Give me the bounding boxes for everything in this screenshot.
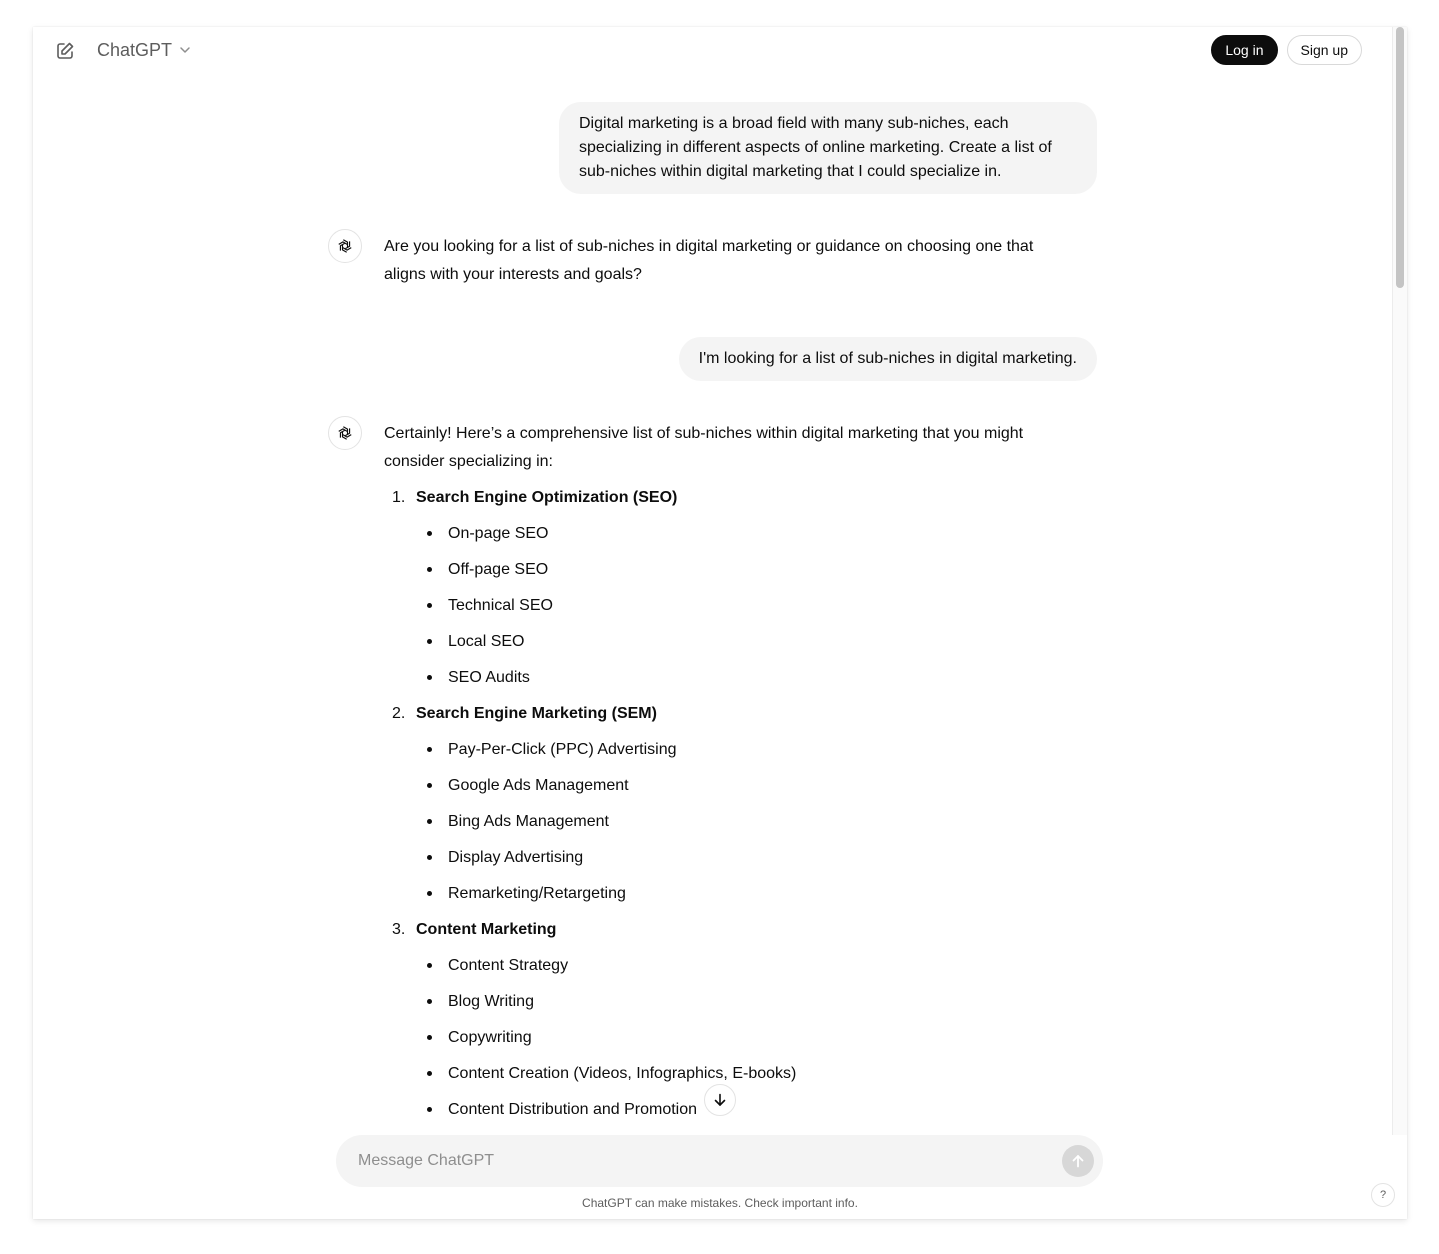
model-selector[interactable] <box>97 37 192 63</box>
scrollbar[interactable] <box>1392 27 1407 1135</box>
list-item <box>416 628 1074 664</box>
bullet <box>427 603 432 608</box>
auth-buttons <box>1211 35 1362 65</box>
signup-button[interactable]: Sign up <box>1287 35 1362 65</box>
list-item <box>416 1024 1074 1060</box>
scrollbar-thumb[interactable] <box>1396 27 1404 288</box>
message-input[interactable] <box>358 1135 1048 1187</box>
disclaimer-text: ChatGPT can make mistakes. Check important info. <box>582 1196 858 1210</box>
list-item <box>416 1096 1074 1132</box>
bullet <box>427 1107 432 1112</box>
list-item-text: Display Advertising <box>448 849 584 866</box>
section-number: 3. <box>392 921 406 938</box>
assistant-message: Are you looking for a list of sub-niches in digital marketing or guidance on choosing one that aligns with your interests and goals? <box>384 238 1034 283</box>
list-item <box>416 844 1074 880</box>
top-bar <box>33 27 1393 73</box>
assistant-avatar <box>328 416 362 450</box>
bullet <box>427 891 432 896</box>
list-item <box>416 736 1074 772</box>
bullet <box>427 1035 432 1040</box>
arrow-down-icon <box>712 1092 728 1108</box>
list-section <box>384 484 1074 700</box>
bullet <box>427 999 432 1004</box>
arrow-up-icon <box>1070 1153 1086 1169</box>
list-item <box>416 592 1074 628</box>
list-item-text: Bing Ads Management <box>448 813 609 830</box>
login-button[interactable]: Log in <box>1211 35 1277 65</box>
section-title: Search Engine Marketing (SEM) <box>416 705 657 722</box>
section-number: 2. <box>392 705 406 722</box>
bullet <box>427 675 432 680</box>
conversation-thread[interactable] <box>33 27 1393 1135</box>
bullet <box>427 639 432 644</box>
list-item <box>416 664 1074 700</box>
bullet <box>427 855 432 860</box>
assistant-avatar <box>328 229 362 263</box>
send-button[interactable] <box>1062 1145 1094 1177</box>
message-composer <box>336 1135 1103 1187</box>
section-title: Search Engine Optimization (SEO) <box>416 489 678 506</box>
assistant-message <box>384 420 1074 1132</box>
assistant-intro: Certainly! Here’s a comprehensive list of sub-niches within digital marketing that you might consider specializing in: <box>384 425 1024 470</box>
chat-window <box>33 27 1407 1219</box>
list-item-text: Pay-Per-Click (PPC) Advertising <box>448 741 677 758</box>
model-label: ChatGPT <box>97 39 173 60</box>
bullet <box>427 1071 432 1076</box>
section-items <box>416 952 1074 1132</box>
list-item-text: Remarketing/Retargeting <box>448 885 626 902</box>
user-message: Digital marketing is a broad field with many sub-niches, each specializing in different aspects of online marketing. Create a list of sub-niches within digital marketing that I could specialize in. <box>559 102 1097 194</box>
bullet <box>427 531 432 536</box>
bullet <box>427 819 432 824</box>
list-item-text: Off-page SEO <box>448 561 549 578</box>
list-item <box>416 988 1074 1024</box>
list-item <box>416 772 1074 808</box>
list-section <box>384 700 1074 916</box>
list-item-text: Content Strategy <box>448 957 569 974</box>
list-item <box>416 880 1074 916</box>
list-item-text: SEO Audits <box>448 669 530 686</box>
help-button[interactable]: ? <box>1371 1183 1395 1207</box>
section-number: 1. <box>392 489 406 506</box>
list-item <box>416 952 1074 988</box>
openai-logo-icon <box>335 236 355 256</box>
list-item <box>416 808 1074 844</box>
list-item-text: Content Creation (Videos, Infographics, E-books) <box>448 1065 797 1082</box>
new-chat-button[interactable] <box>53 39 77 63</box>
sub-niche-list <box>384 484 1074 1132</box>
chevron-down-icon <box>178 43 192 57</box>
section-items <box>416 736 1074 916</box>
list-item-text: Content Distribution and Promotion <box>448 1101 698 1118</box>
list-item-text: Local SEO <box>448 633 525 650</box>
list-item <box>416 520 1074 556</box>
section-title: Content Marketing <box>416 921 557 938</box>
section-items <box>416 520 1074 700</box>
list-item <box>416 556 1074 592</box>
user-message: I'm looking for a list of sub-niches in digital marketing. <box>679 337 1097 381</box>
list-item-text: On-page SEO <box>448 525 549 542</box>
bullet <box>427 567 432 572</box>
openai-logo-icon <box>335 423 355 443</box>
list-item <box>416 1060 1074 1096</box>
bullet <box>427 783 432 788</box>
scroll-to-bottom-button[interactable] <box>704 1084 736 1116</box>
list-item-text: Technical SEO <box>448 597 553 614</box>
list-item-text: Google Ads Management <box>448 777 629 794</box>
edit-icon <box>55 41 75 61</box>
bullet <box>427 747 432 752</box>
bullet <box>427 963 432 968</box>
list-item-text: Copywriting <box>448 1029 532 1046</box>
list-item-text: Blog Writing <box>448 993 534 1010</box>
